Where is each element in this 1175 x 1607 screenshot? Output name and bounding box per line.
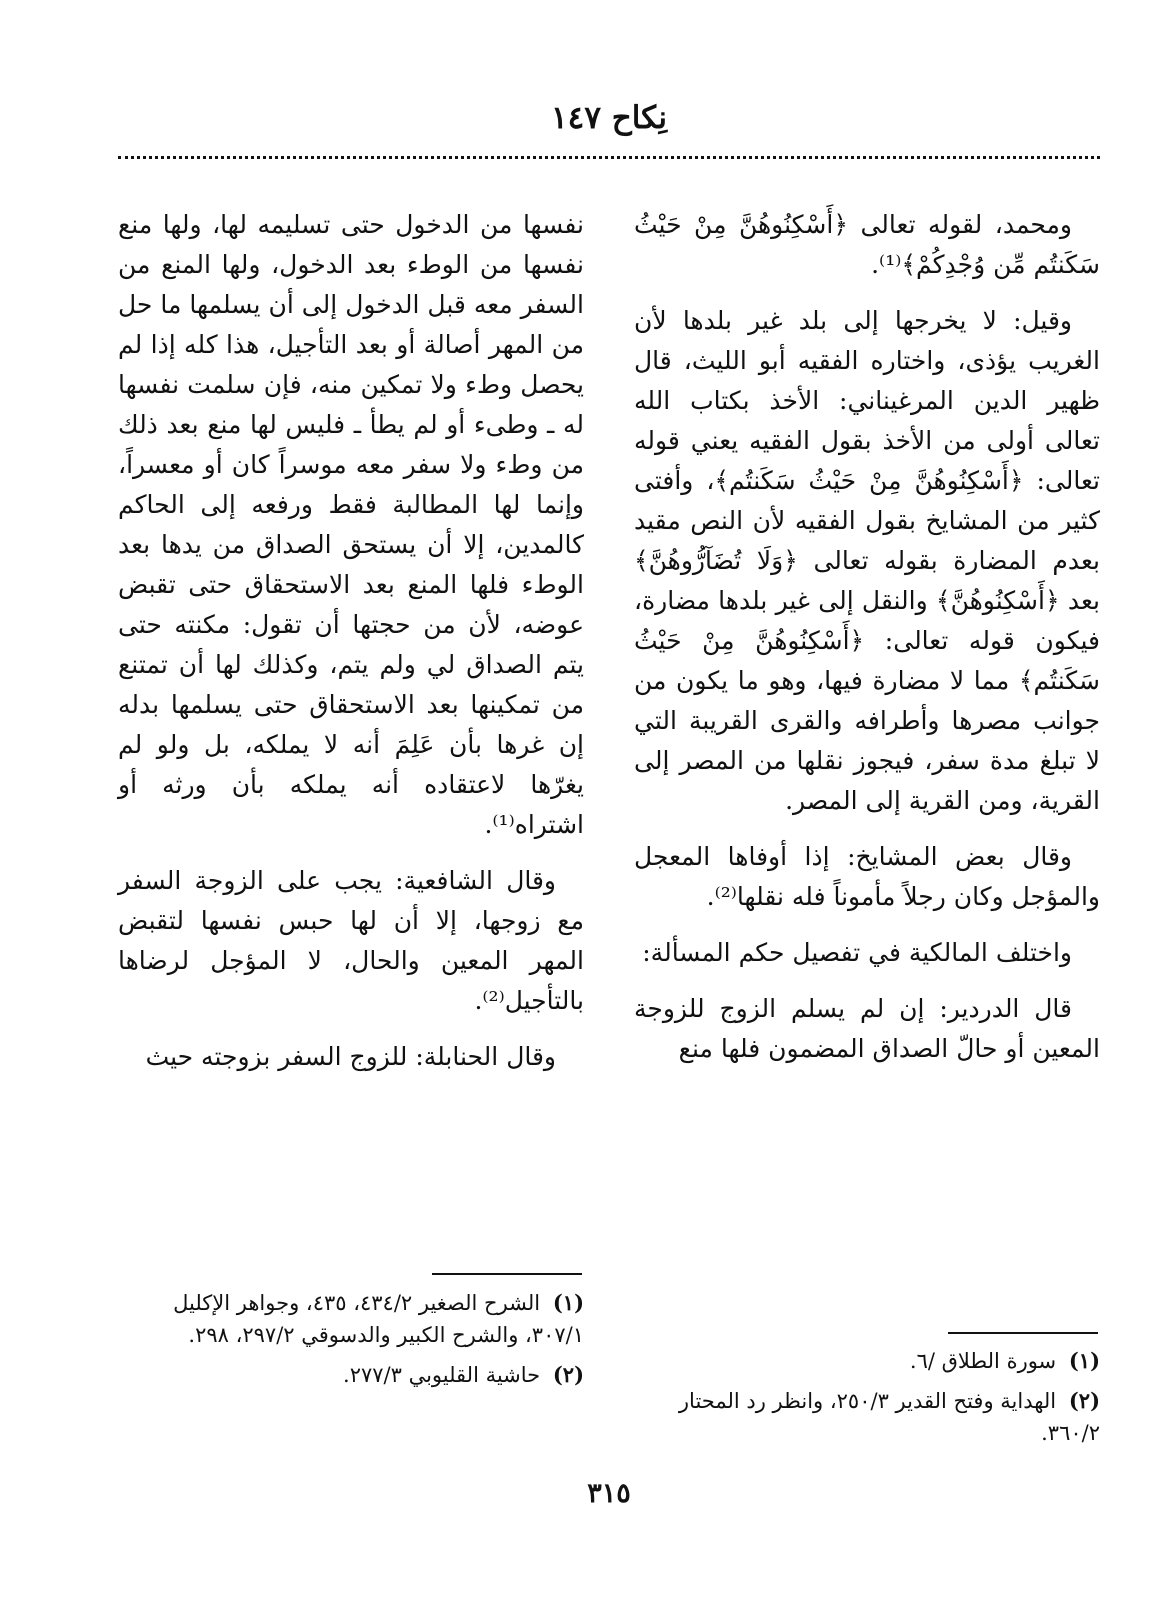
footnote-number: (١) (552, 1290, 584, 1315)
page-number (118, 1478, 1100, 1509)
footnote-separator (432, 1273, 582, 1275)
continued-paragraph: نفسها من الدخول حتى تسليمه لها، ولها منع نفسها من الوطء بعد الدخول، ولها المنع من السفر معه قبل الدخول إلى أن يسلمها ما حل من المهر أصالة أو بعد التأجيل، هذا كله إذا لم يحصل وطء ولا تمكين منه، فإن سلمت نفسها له ـ وطىء أو لم يطأ ـ فليس لها منع بعد ذلك من وطء ولا سفر معه موسراً كان أو معسراً، وإنما لها المطالبة فقط ورفعه إلى الحاكم كالمدين، إلا أن يستحق الصداق من يدها بعد الوطء فلها المنع بعد الاستحقاق حتى تقبض عوضه، لأن من حجتها أن تقول: مكنته حتى يتم الصداق لي ولم يتم، وكذلك لها أن تمتنع من تمكينها بعد الاستحقاق حتى يسلمها بدله إن غرها بأن عَلِمَ أنه لا يملكه، بل ولو لم يغرّها لاعتقاده أنه يملكه بأن ورثه أو اشتراه⁽¹⁾. (118, 210, 584, 839)
footnote (118, 1287, 584, 1351)
paragraph: ومحمد، لقوله تعالى ﴿أَسْكِنُوهُنَّ مِنْ حَيْثُ سَكَنتُم مِّن وُجْدِكُمْ﴾⁽¹⁾. (634, 210, 1100, 279)
footnote-separator (948, 1332, 1098, 1334)
footnote-number: (٢) (1068, 1388, 1100, 1413)
paragraph: واختلف المالكية في تفصيل حكم المسألة: (642, 938, 1072, 967)
footnote-text: الشرح الصغير ٤٣٤/٢، ٤٣٥، وجواهر الإكليل ٣٠٧/١، والشرح الكبير والدسوقي ٢٩٧/٢، ٢٩٨. (173, 1291, 584, 1347)
footnote-text: حاشية القليوبي ٢٧٧/٣. (343, 1363, 541, 1387)
header-title: نِكاح ١٤٧ (551, 100, 667, 136)
header-dotted-rule (118, 156, 1100, 159)
footnote-number: (١) (1068, 1348, 1100, 1373)
footnote (634, 1385, 1100, 1449)
paragraph: قال الدردير: إن لم يسلم الزوج للزوجة المعين أو حالّ الصداق المضمون فلها منع (634, 994, 1100, 1063)
paragraph: وقال بعض المشايخ: إذا أوفاها المعجل والمؤجل وكان رجلاً مأموناً فله نقلها⁽²⁾. (634, 842, 1100, 911)
paragraph: وقال الشافعية: يجب على الزوجة السفر مع زوجها، إلا أن لها حبس نفسها لتقبض المهر المعين والحال، لا المؤجل لرضاها بالتأجيل⁽²⁾. (118, 866, 584, 1015)
right-footnotes (634, 1345, 1100, 1457)
footnote-number: (٢) (552, 1362, 584, 1387)
footnote-text: سورة الطلاق /٦. (909, 1349, 1057, 1373)
page-number-text: ٣١٥ (587, 1478, 631, 1509)
right-column (634, 205, 1100, 1085)
footnote-text: الهداية وفتح القدير ٢٥٠/٣، وانظر رد المحتار ٣٦٠/٢. (678, 1389, 1100, 1445)
page-header (118, 100, 1100, 136)
footnote (634, 1345, 1100, 1377)
left-footnotes (118, 1287, 584, 1399)
paragraph: وقيل: لا يخرجها إلى بلد غير بلدها لأن الغريب يؤذى، واختاره الفقيه أبو الليث، قال ظهير الدين المرغيناني: الأخذ بكتاب الله تعالى أولى من الأخذ بقول الفقيه يعني قوله تعالى: ﴿أَسْكِنُوهُنَّ مِنْ حَيْثُ سَكَنتُم﴾، وأفتى كثير من المشايخ بقول الفقيه لأن النص مقيد بعدم المضارة بقوله تعالى ﴿وَلَا تُضَآرُّوهُنَّ﴾ بعد ﴿أَسْكِنُوهُنَّ﴾ والنقل إلى غير بلدها مضارة، فيكون قوله تعالى: ﴿أَسْكِنُوهُنَّ مِنْ حَيْثُ سَكَنتُم﴾ مما لا مضارة فيها، وهو ما يكون من جوانب مصرها وأطرافه والقرى القريبة التي لا تبلغ مدة سفر، فيجوز نقلها من المصر إلى القرية، ومن القرية إلى المصر. (634, 306, 1100, 815)
paragraph: وقال الحنابلة: للزوج السفر بزوجته حيث (145, 1042, 556, 1071)
left-column (118, 205, 584, 1093)
footnote (118, 1359, 584, 1391)
